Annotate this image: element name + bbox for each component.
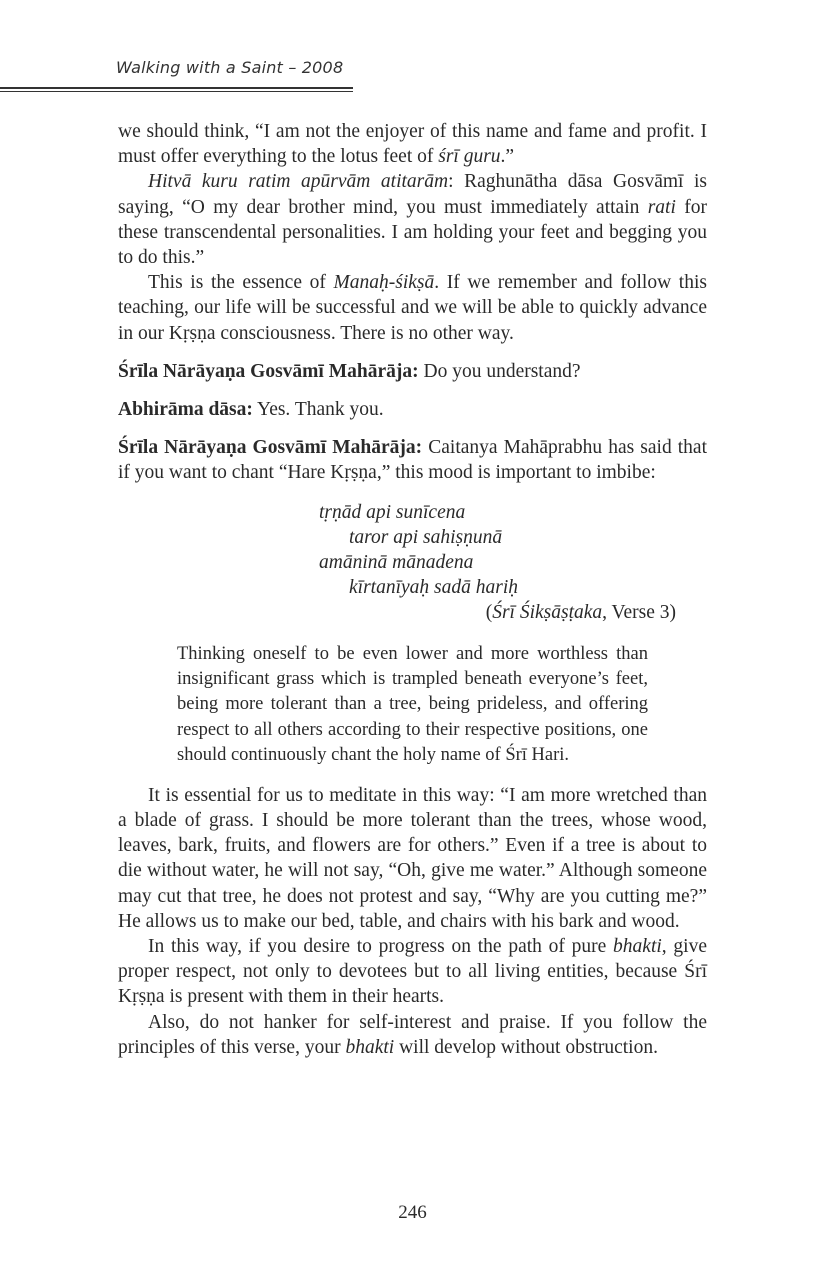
speaker-name: Abhirāma dāsa:: [118, 399, 253, 421]
text-run: : Raghunātha dāsa Gosvāmī is saying, “O my dear brother mind, you must immediately attain: [118, 171, 708, 218]
text-run: Also, do not hanker for self-interest and praise. If you follow the principles of this verse, your: [118, 1011, 707, 1058]
text-run: , give proper respect, not only to devotees but to all living entities, because Śrī Kṛṣṇa is present with them in their hearts.: [118, 935, 707, 1008]
verse-translation: Thinking oneself to be even lower and more worthless than insignificant grass which is trampled beneath everyone’s feet, being more tolerant than a tree, being prideless, and offering respect to all others according to their respective positions, one should continuously chant the holy name of Śrī Hari.: [177, 643, 648, 766]
page-number: 246: [398, 1202, 427, 1223]
text-run: for these transcendental personalities. I am holding your feet and begging you to do this.”: [118, 196, 707, 269]
dialogue-3: [118, 435, 707, 485]
paragraph-5: [118, 934, 707, 1010]
text-run: , Verse 3): [602, 602, 676, 624]
paragraph-2: [118, 169, 707, 270]
italic-term: bhakti: [345, 1036, 395, 1058]
verse-block: [319, 500, 707, 601]
text-run: In this way, if you desire to progress on the path of pure: [148, 935, 614, 957]
speech-text: Do you understand?: [418, 360, 581, 382]
verse-line: tṛṇād api sunīcena: [319, 501, 466, 523]
italic-term: rati: [647, 196, 676, 218]
header-rule-thick: [0, 87, 353, 89]
paragraph-3: [118, 270, 707, 346]
running-header: Walking with a Saint – 2008: [116, 58, 344, 77]
paragraph-4: It is essential for us to meditate in this way: “I am more wretched than a blade of grass. I should be more tolerant than the trees, whose wood, leaves, bark, fruits, and flowers are for others.” Even if a tree is about to die without water, he will not say, “Oh, give me water.” Although someone may cut that tree, he does not protest and say, “Why are you cutting me?” He allows us to make our bed, table, and chairs with his bark and wood.: [118, 784, 707, 932]
speaker-name: Śrīla Nārāyaṇa Gosvāmī Mahārāja:: [118, 360, 419, 382]
paragraph-6: [118, 1010, 707, 1060]
italic-term: Hitvā kuru ratim apūrvām atitarām: [148, 171, 449, 193]
header-rule-thin: [0, 91, 353, 92]
italic-term: śrī guru: [438, 146, 501, 168]
speaker-name: Śrīla Nārāyaṇa Gosvāmī Mahārāja:: [118, 437, 423, 459]
text-run: . If we remember and follow this teaching, our life will be successful and we will be able to quickly advance in our Kṛṣṇa consciousness. There is no other way.: [118, 272, 707, 344]
dialogue-1: [118, 359, 707, 384]
text-run: we should think, “I am not the enjoyer of this name and fame and profit. I must offer everything to the lotus feet of: [118, 121, 707, 168]
verse-source: [118, 600, 676, 625]
text-run: This is the essence of: [148, 272, 334, 294]
italic-term: bhakti: [613, 935, 662, 957]
dialogue-2: [118, 397, 707, 422]
text-run: .”: [500, 146, 515, 168]
speech-text: Yes. Thank you.: [252, 399, 384, 421]
verse-line: taror api sahiṣṇunā: [349, 526, 503, 548]
paragraph-1: [118, 119, 707, 169]
page-body: [118, 119, 707, 1060]
verse-line: kīrtanīyaḥ sadā hariḥ: [349, 577, 518, 599]
verse-line: amāninā mānadena: [319, 552, 474, 574]
speech-text: Caitanya Mahāprabhu has said that if you want to chant “Hare Kṛṣṇa,” this mood is important to imbibe:: [118, 437, 707, 484]
source-title: Śrī Śikṣāṣṭaka: [492, 602, 603, 624]
italic-term: Manaḥ-śikṣā: [333, 272, 435, 294]
text-run: will develop without obstruction.: [394, 1036, 658, 1058]
text-run: (: [485, 602, 493, 624]
